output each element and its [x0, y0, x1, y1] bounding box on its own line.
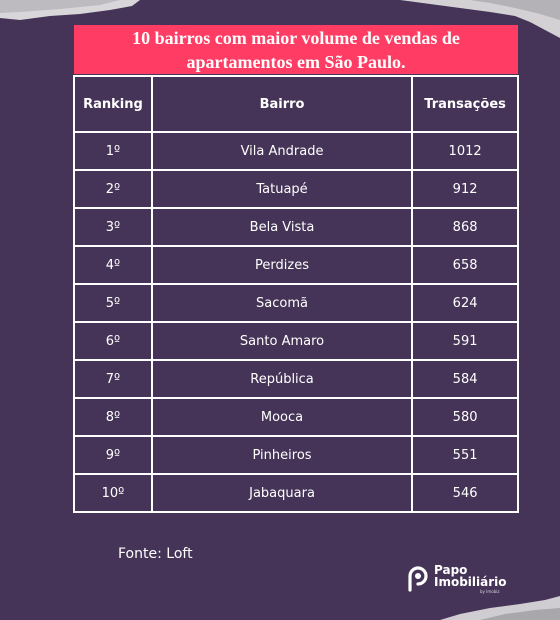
cell-ranking: 3º: [74, 208, 152, 246]
cell-transacoes: 591: [412, 322, 518, 360]
cell-transacoes: 580: [412, 398, 518, 436]
cell-transacoes: 551: [412, 436, 518, 474]
table-row: [74, 246, 518, 284]
table-row: [74, 132, 518, 170]
logo-mark-icon: [404, 562, 430, 592]
cell-ranking: 9º: [74, 436, 152, 474]
cell-ranking: 4º: [74, 246, 152, 284]
header-ranking: Ranking: [74, 76, 152, 132]
logo-text-imobiliario: Imobiliário: [434, 575, 507, 589]
papo-imobiliario-logo: [404, 560, 514, 596]
title-line-1: 10 bairros com maior volume de vendas de: [132, 27, 460, 48]
header-transacoes: Transações: [412, 76, 518, 132]
cell-bairro: Sacomã: [152, 284, 412, 322]
cell-bairro: República: [152, 360, 412, 398]
table-row: [74, 474, 518, 512]
cell-transacoes: 868: [412, 208, 518, 246]
cell-transacoes: 546: [412, 474, 518, 512]
cell-ranking: 5º: [74, 284, 152, 322]
header-bairro: Bairro: [152, 76, 412, 132]
cell-ranking: 2º: [74, 170, 152, 208]
cell-bairro: Jabaquara: [152, 474, 412, 512]
cell-bairro: Bela Vista: [152, 208, 412, 246]
logo-subtext: by Imobiz: [480, 589, 500, 594]
chart-title: [74, 25, 518, 74]
cell-bairro: Pinheiros: [152, 436, 412, 474]
cell-bairro: Vila Andrade: [152, 132, 412, 170]
cell-ranking: 8º: [74, 398, 152, 436]
cell-ranking: 10º: [74, 474, 152, 512]
table-row: [74, 208, 518, 246]
cell-transacoes: 584: [412, 360, 518, 398]
cell-bairro: Mooca: [152, 398, 412, 436]
table-row: [74, 322, 518, 360]
table-row: [74, 398, 518, 436]
table-row: [74, 284, 518, 322]
table-header-row: [74, 76, 518, 132]
cell-transacoes: 1012: [412, 132, 518, 170]
cell-ranking: 7º: [74, 360, 152, 398]
cell-ranking: 6º: [74, 322, 152, 360]
cell-transacoes: 658: [412, 246, 518, 284]
cell-ranking: 1º: [74, 132, 152, 170]
logo-text-papo: Papo: [434, 563, 468, 577]
cell-transacoes: 912: [412, 170, 518, 208]
sales-table: [73, 75, 519, 513]
source-note: Fonte: Loft: [118, 546, 193, 562]
cell-bairro: Santo Amaro: [152, 322, 412, 360]
table-row: [74, 436, 518, 474]
table-row: [74, 360, 518, 398]
table-row: [74, 170, 518, 208]
title-line-2: apartamentos em São Paulo.: [186, 51, 406, 72]
cell-transacoes: 624: [412, 284, 518, 322]
cell-bairro: Tatuapé: [152, 170, 412, 208]
cell-bairro: Perdizes: [152, 246, 412, 284]
